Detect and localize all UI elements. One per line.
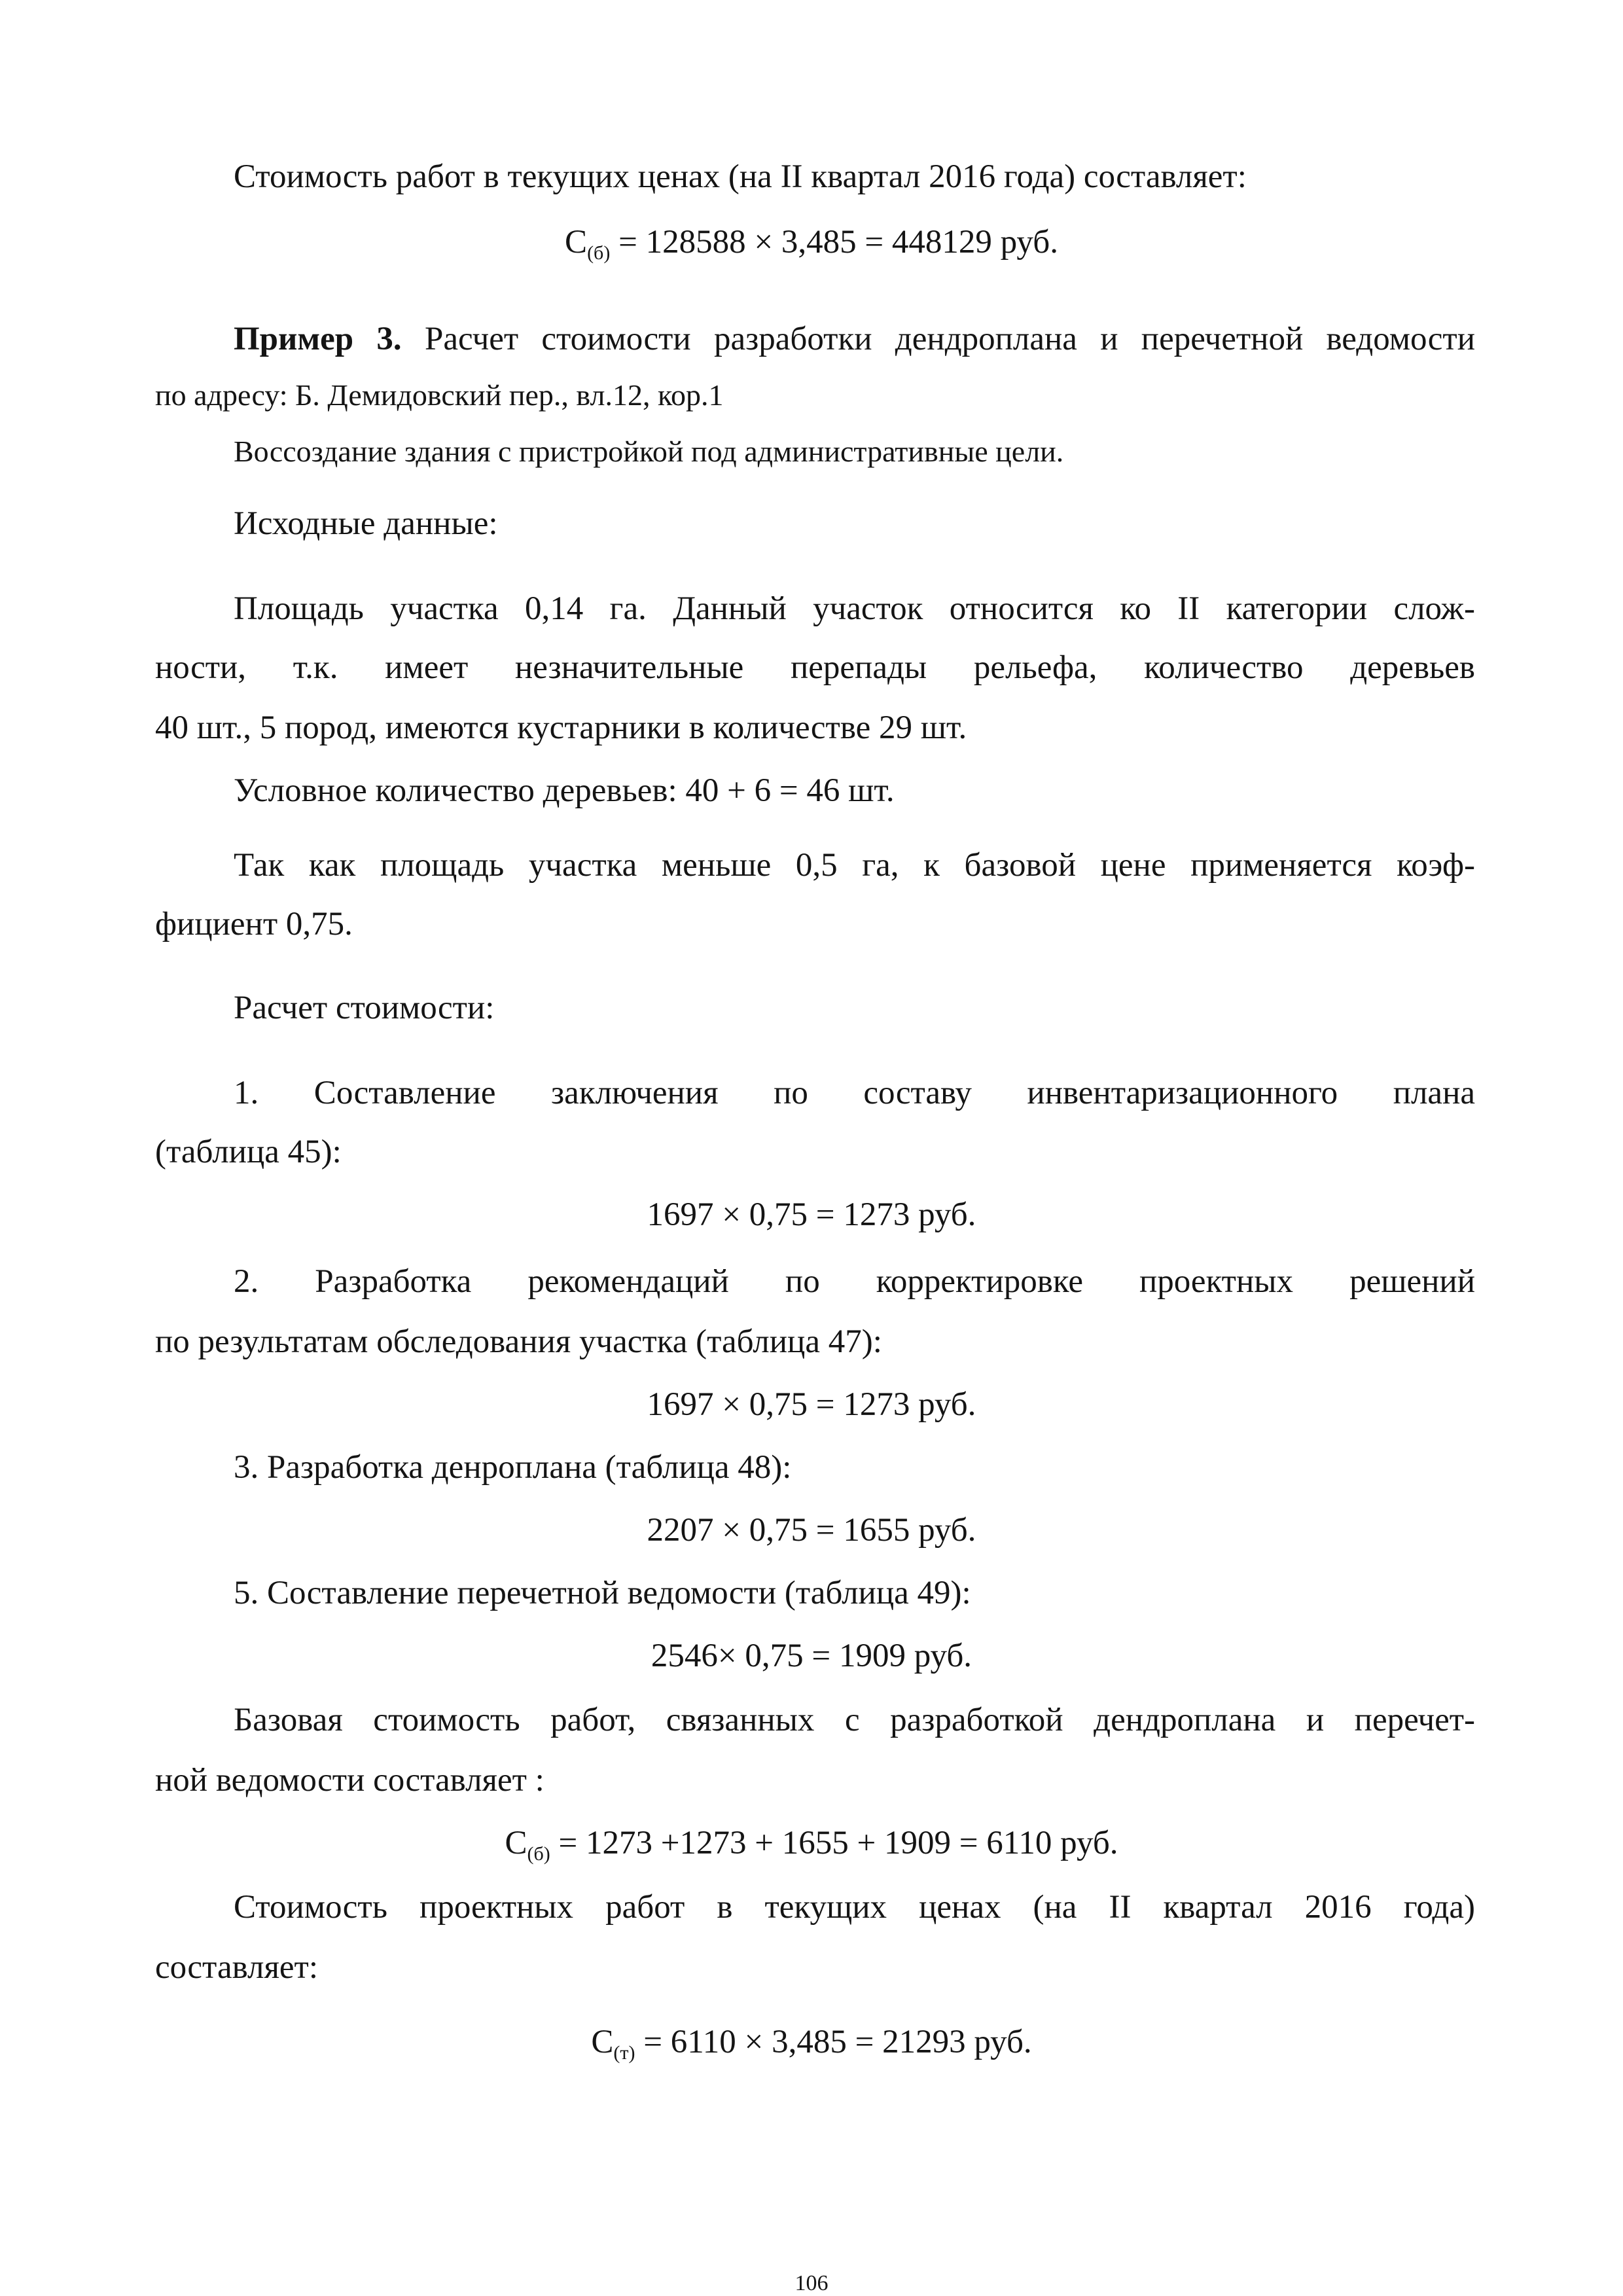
example-title: Расчет стоимости разработки дендроплана и перечетной ведомости [401, 321, 1475, 357]
formula-subscript: (т) [613, 2042, 635, 2064]
initial-data-heading: Исходные данные: [234, 505, 498, 542]
item-5-formula: 2546× 0,75 = 1909 руб. [651, 1638, 972, 1674]
item-2-line-2: по результатам обследования участка (таблица 47): [155, 1323, 882, 1360]
area-line-3: 40 шт., 5 пород, имеются кустарники в количестве 29 шт. [155, 709, 967, 746]
item-1-line-1: 1. Составление заключения по составу инвентаризационного плана [234, 1075, 1475, 1111]
page-number: 106 [794, 2271, 829, 2295]
item-2-formula: 1697 × 0,75 = 1273 руб. [647, 1386, 976, 1423]
example-label: Пример 3. [234, 321, 402, 357]
formula-body: = 128588 × 3,485 = 448129 руб. [610, 224, 1058, 260]
formula-subscript: (б) [587, 242, 611, 264]
base-cost-line-2: ной ведомости составляет : [155, 1762, 544, 1799]
formula-current-cost [0, 2022, 1623, 2062]
formula-body: = 1273 +1273 + 1655 + 1909 = 6110 руб. [550, 1825, 1118, 1861]
calculation-heading: Расчет стоимости: [234, 990, 495, 1026]
formula-subscript: (б) [527, 1843, 550, 1865]
base-cost-line-1: Базовая стоимость работ, связанных с разработкой дендроплана и перечет- [234, 1702, 1475, 1738]
item-3-line: 3. Разработка денроплана (таблица 48): [234, 1449, 792, 1486]
formula-base-cost [0, 223, 1623, 262]
rebuild-line: Воссоздание здания с пристройкой под административные цели. [234, 435, 1064, 468]
coefficient-line-1: Так как площадь участка меньше 0,5 га, к базовой цене применяется коэф- [234, 847, 1475, 884]
example-heading [234, 319, 1475, 359]
conditional-trees: Условное количество деревьев: 40 + 6 = 46 шт. [234, 772, 895, 809]
item-2-line-1: 2. Разработка рекомендаций по корректировке проектных решений [234, 1263, 1475, 1300]
area-line-2: ности, т.к. имеет незначительные перепады рельефа, количество деревьев [155, 649, 1475, 686]
formula-symbol: С [565, 224, 588, 260]
formula-symbol: С [505, 1825, 527, 1861]
example-address: по адресу: Б. Демидовский пер., вл.12, кор.1 [155, 378, 724, 412]
item-3-formula: 2207 × 0,75 = 1655 руб. [647, 1512, 976, 1549]
area-line-1: Площадь участка 0,14 га. Данный участок относится ко II категории слож- [234, 590, 1475, 627]
formula-symbol: С [591, 2024, 614, 2060]
project-cost-line-1: Стоимость проектных работ в текущих ценах (на II квартал 2016 года) [234, 1889, 1475, 1926]
coefficient-line-2: фициент 0,75. [155, 906, 353, 942]
item-1-formula: 1697 × 0,75 = 1273 руб. [647, 1196, 976, 1233]
intro-line: Стоимость работ в текущих ценах (на II квартал 2016 года) составляет: [234, 158, 1247, 195]
formula-body: = 6110 × 3,485 = 21293 руб. [635, 2024, 1032, 2060]
project-cost-line-2: составляет: [155, 1949, 318, 1986]
item-5-line: 5. Составление перечетной ведомости (таблица 49): [234, 1575, 971, 1611]
item-1-line-2: (таблица 45): [155, 1134, 342, 1170]
formula-total-base [0, 1823, 1623, 1863]
